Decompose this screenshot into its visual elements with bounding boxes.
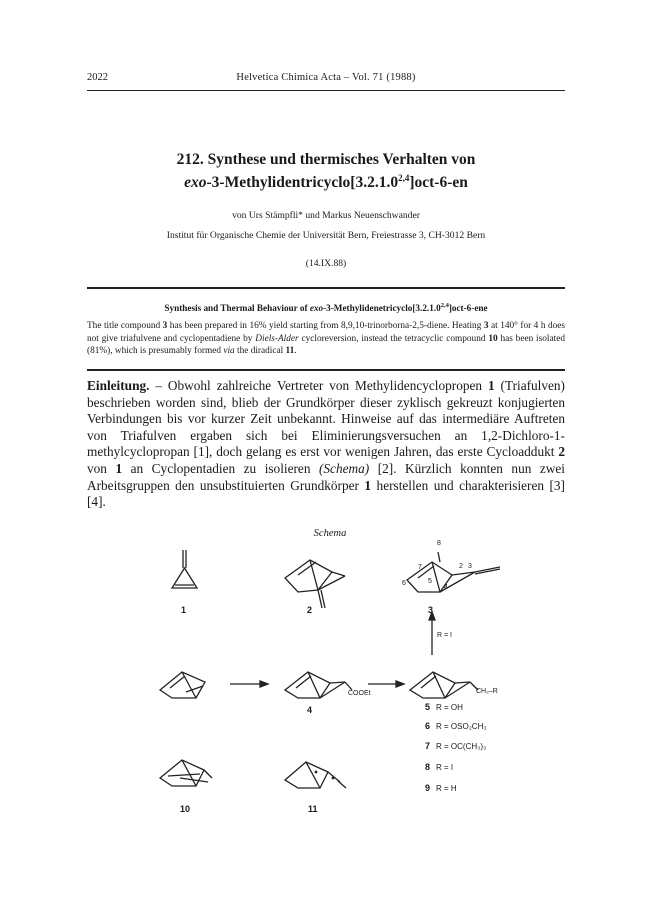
r-group-5 — [425, 702, 463, 712]
abs-c11: 11 — [285, 346, 295, 357]
radical-dot-1 — [315, 771, 318, 774]
atom-5: 5 — [428, 578, 432, 585]
structure-2 — [285, 560, 345, 608]
intro-c1c: 1 — [364, 477, 372, 493]
page-number: 2022 — [87, 72, 108, 83]
title-end: ]oct-6-en — [409, 174, 468, 192]
abs-g: . — [294, 346, 297, 357]
r-group-9 — [425, 783, 457, 793]
title-rest: -3-Methylidentricyclo[3.2.1.0 — [206, 174, 399, 192]
title-exo: exo — [184, 174, 207, 192]
intro-schema: (Schema) — [318, 460, 370, 476]
r-group-5-num: 5 — [425, 702, 431, 712]
abs-e: has been isolated (81%), which is presumably formed — [87, 333, 565, 357]
structure-11 — [285, 762, 346, 788]
r-group-8 — [425, 762, 453, 772]
arrow-1-head — [260, 681, 268, 687]
abstract-title-end: ]oct-6-ene — [448, 303, 488, 314]
atom-4: 4 — [444, 584, 448, 591]
compound-11-label: 11 — [308, 804, 318, 814]
authors: von Urs Stämpfli* und Markus Neuenschwander — [232, 210, 420, 221]
atom-3: 3 — [468, 563, 472, 570]
r-group-6-num: 6 — [425, 721, 431, 731]
intro-c1: 1 — [487, 378, 495, 393]
abs-a: The title compound — [87, 321, 163, 331]
compound-1-label: 1 — [181, 605, 187, 615]
abs-c10: 10 — [488, 333, 498, 344]
atom-7: 7 — [418, 564, 422, 571]
ch2r-label: CH₂–R — [476, 688, 498, 695]
radical-dot-2 — [332, 777, 335, 780]
abstract-title-sup: 2,4 — [440, 302, 449, 309]
compound-10-label: 10 — [180, 804, 191, 814]
r-group-8-num: 8 — [425, 762, 431, 772]
intro-lead: Einleitung. — [87, 378, 150, 393]
structure-5-9 — [410, 672, 478, 698]
abs-c3: 3 — [162, 321, 168, 331]
r-group-5-text: R = OH — [436, 703, 463, 712]
scheme-label: Schema — [313, 528, 347, 539]
r-group-6-text: R = OSO₂CH₃ — [436, 722, 487, 731]
compound-3-label: 3 — [428, 605, 434, 615]
r-group-6 — [425, 721, 487, 731]
abs-c: at 140° for 4 h does not give triafulvene and cyclopentadiene by — [87, 321, 565, 344]
institution: Institut für Organische Chemie der Universität Bern, Freiestrasse 3, CH-3012 Bern — [166, 230, 486, 241]
r-group-8-text: R = I — [436, 763, 454, 772]
structure-3 — [407, 552, 500, 592]
atom-2: 2 — [459, 563, 463, 570]
abs-b: has been prepared in 16% yield starting from 8,9,10-trinorborna-2,5-diene. Heating — [167, 321, 484, 331]
intro-a: – Obwohl zahlreiche Vertreter von Methylidencyclopropen — [149, 378, 488, 393]
r-group-7-text: R = OC(CH₃)₃ — [436, 742, 487, 751]
arrow-2-head — [396, 681, 404, 687]
r-group-7 — [425, 741, 486, 751]
intro-e: [2]. Kürzlich konnten nun zwei Arbeitsgruppen den unsubstituierten Grundkörper — [87, 460, 565, 493]
intro-c1b: 1 — [115, 460, 123, 476]
compound-4-label: 4 — [307, 705, 313, 715]
intro-c: von — [87, 460, 116, 476]
atom-8: 8 — [437, 540, 441, 547]
abs-diels: Diels-Alder — [255, 333, 299, 344]
r-group-9-text: R = H — [436, 784, 457, 793]
title-sup: 2,4 — [398, 173, 410, 183]
r-group-9-num: 9 — [425, 783, 431, 793]
abstract-title-exo: exo — [309, 303, 324, 314]
received-date: (14.IX.88) — [305, 258, 347, 269]
compound-2-label: 2 — [307, 605, 313, 615]
abs-f: the diradical — [234, 346, 286, 357]
r-group-7-num: 7 — [425, 741, 431, 751]
intro-f: herstellen und charakterisieren [3] [4]. — [87, 477, 565, 510]
structure-10 — [160, 760, 212, 786]
title-line-1: 212. Synthese und thermisches Verhalten von — [176, 151, 476, 168]
structure-norbornadiene — [160, 672, 205, 698]
reagent-label: R = I — [437, 632, 452, 639]
journal-name: Helvetica Chimica Acta – Vol. 71 (1988) — [236, 72, 416, 83]
abstract-title-mid: -3-Methylidenetricyclo[3.2.1.0 — [323, 303, 441, 314]
intro-c2: 2 — [558, 444, 565, 460]
structure-4 — [285, 672, 352, 698]
abs-via: via — [223, 346, 235, 357]
atom-6: 6 — [402, 580, 406, 587]
intro-d: an Cyclopentadien zu isolieren — [122, 460, 319, 476]
abstract-title-prefix: Synthesis and Thermal Behaviour of — [164, 303, 310, 314]
abs-c3b: 3 — [483, 321, 489, 331]
intro-b: (Triafulven) beschrieben worden sind, blieb der Grundkörper dieser zyklisch gekreuzt konjugierten Verbindungen bis vor kurzer Zeit unbekannt. Hinweise auf das intermediäre Auftreten von Triafulven ergaben sich bei Eliminierungsversuchen an 1,2-Dichloro-1-methylcyclopropan [1], doch gelang es erst vor wenigen Jahren, das erste Cycloaddukt — [87, 378, 565, 460]
abs-d: cycloreversion, instead the tetracyclic compound — [298, 333, 489, 344]
ester-label: COOEt — [348, 690, 371, 697]
structure-1 — [172, 550, 197, 588]
